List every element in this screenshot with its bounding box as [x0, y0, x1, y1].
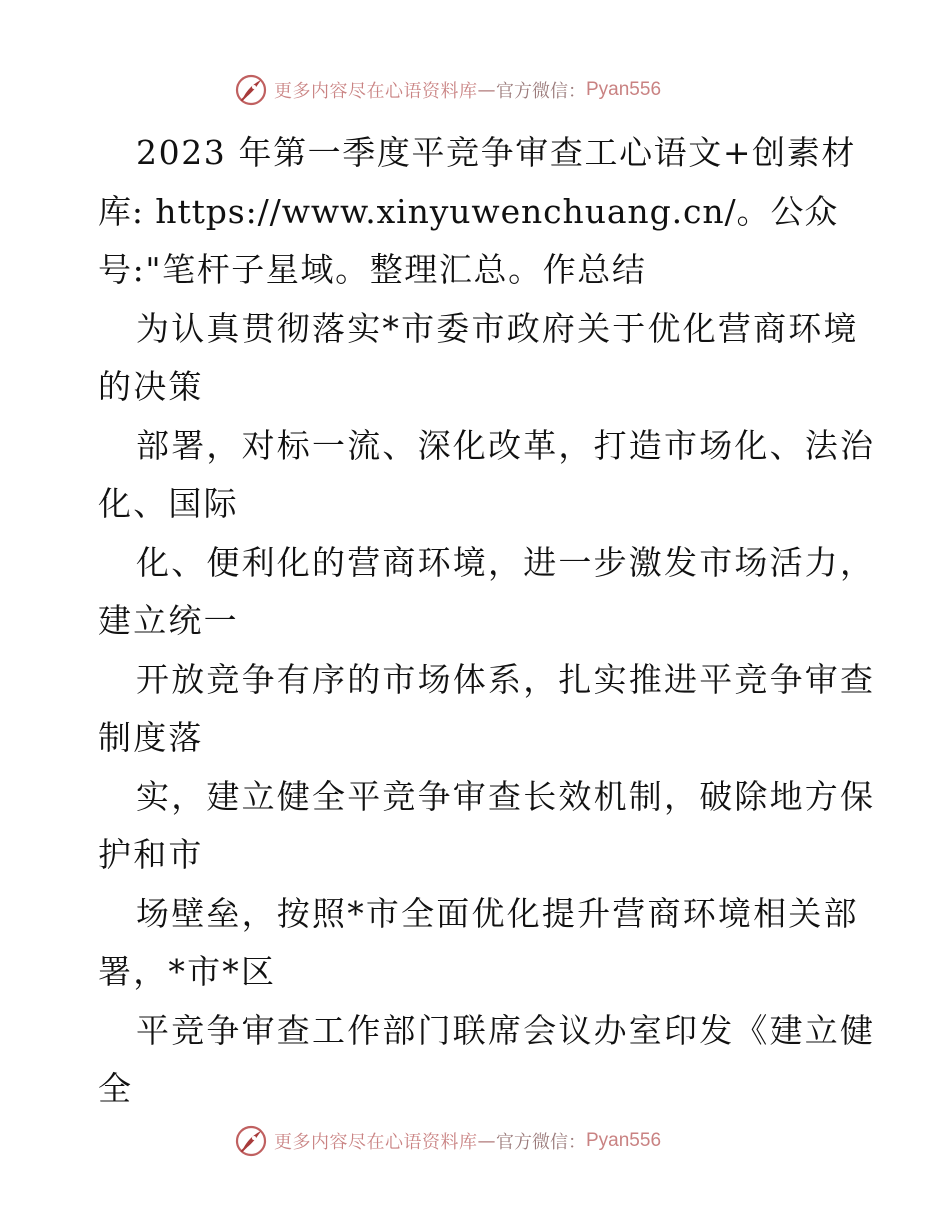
text-line: 全: [98, 1069, 134, 1108]
watermark-wechat-id: Pyan556: [586, 79, 662, 100]
text-line: 为认真贯彻落实*市委市政府关于优化营商环境: [136, 308, 859, 348]
watermark-text: 更多内容尽在心语资料库: [274, 1132, 478, 1153]
text-line: 2023 年第一季度平竞争审查工心语文+创素材: [136, 133, 856, 172]
text-line: 平竞争审查工作部门联席会议办室印发《建立健: [136, 1010, 876, 1050]
text-line: 场壁垒，按照*市全面优化提升营商环境相关部: [136, 893, 859, 933]
quill-pen-logo-icon: [234, 73, 268, 107]
watermark-wechat-label: 官方微信：: [496, 81, 586, 102]
watermark-wechat-id: Pyan556: [586, 1130, 662, 1151]
text-line: 开放竞争有序的市场体系，扎实推进平竞争审查: [136, 659, 876, 699]
watermark-separator: —: [477, 79, 496, 101]
text-line: 化、国际: [98, 484, 239, 523]
watermark-text: 更多内容尽在心语资料库: [274, 81, 478, 102]
text-line: 号:"笔杆子星域。整理汇总。作总结: [98, 250, 647, 289]
header-watermark: [234, 72, 661, 108]
text-line: 署，*市*区: [98, 952, 277, 991]
text-line: 建立统一: [98, 601, 239, 640]
text-line: 化、便利化的营商环境，进一步激发市场活力，: [136, 542, 876, 582]
text-line: 部署，对标一流、深化改革，打造市场化、法治: [136, 425, 876, 465]
document-body: [98, 124, 876, 1119]
watermark-separator: —: [477, 1130, 496, 1152]
text-line: 实，建立健全平竞争审查长效机制，破除地方保: [136, 776, 876, 816]
footer-watermark: [234, 1123, 661, 1159]
text-line: 护和市: [98, 835, 204, 874]
text-line: 的决策: [98, 367, 204, 406]
quill-pen-logo-icon: [234, 1124, 268, 1158]
text-line: 制度落: [98, 718, 204, 757]
text-line: 库: https://www.xinyuwenchuang.cn/。公众: [98, 191, 839, 231]
watermark-wechat-label: 官方微信：: [496, 1132, 586, 1153]
